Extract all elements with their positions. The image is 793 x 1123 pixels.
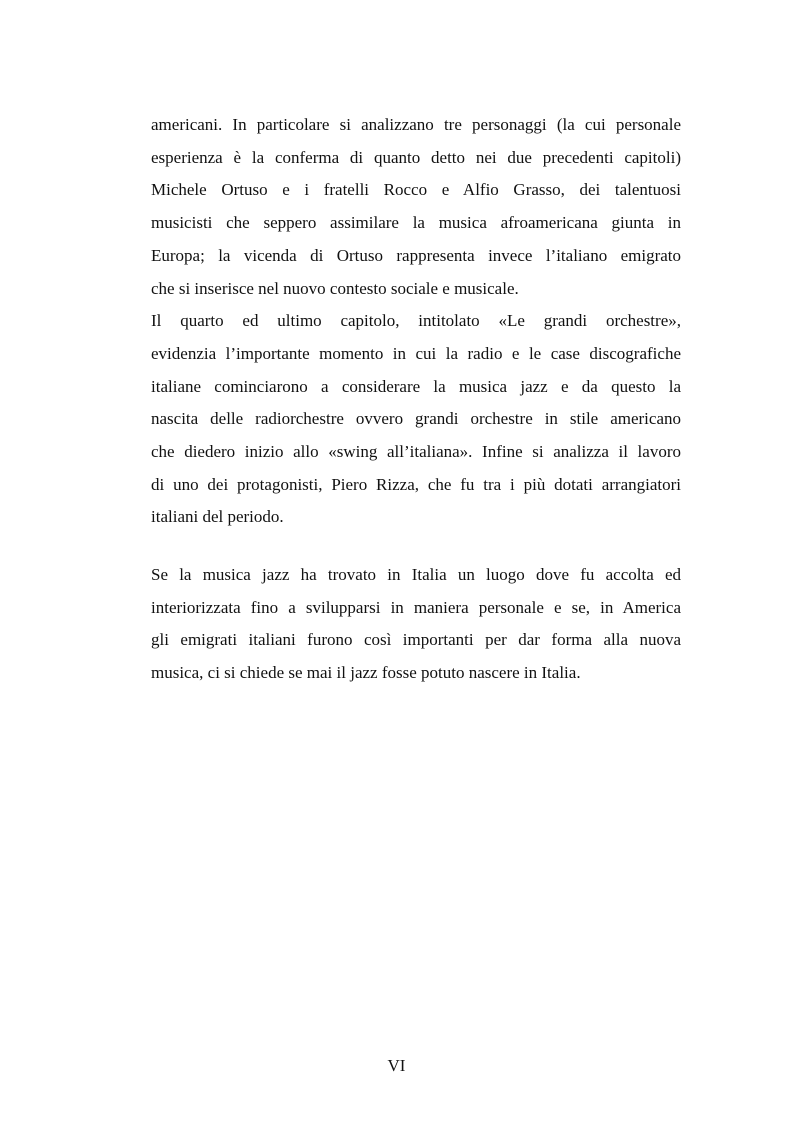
text-line: gli emigrati italiani furono così importanti per dar forma alla nuova	[151, 630, 681, 650]
text-line: che si inserisce nel nuovo contesto sociale e musicale.	[151, 278, 519, 298]
text-line: interiorizzata fino a svilupparsi in maniera personale e se, in America	[151, 597, 681, 617]
text-block-lower	[151, 559, 681, 690]
text-line: esperienza è la conferma di quanto detto nei due precedenti capitoli)	[151, 147, 681, 167]
text-line: evidenzia l’importante momento in cui la radio e le case discografiche	[151, 343, 681, 363]
text-line: musicisti che seppero assimilare la musica afroamericana giunta in	[151, 213, 681, 233]
text-line: di uno dei protagonisti, Piero Rizza, che fu tra i più dotati arrangiatori	[151, 474, 681, 494]
page-number: VI	[387, 1056, 406, 1075]
text-line: nascita delle radiorchestre ovvero grandi orchestre in stile americano	[151, 409, 681, 429]
paragraph	[151, 109, 681, 305]
text-line: italiane cominciarono a considerare la musica jazz e da questo la	[151, 376, 681, 396]
text-line: che diedero inizio allo «swing all’italiana». Infine si analizza il lavoro	[151, 442, 681, 462]
text-line: Il quarto ed ultimo capitolo, intitolato «Le grandi orchestre»,	[151, 311, 681, 331]
text-line: italiani del periodo.	[151, 507, 284, 527]
text-line: americani. In particolare si analizzano tre personaggi (la cui personale	[151, 115, 681, 134]
paragraph	[151, 559, 681, 690]
text-line: Europa; la vicenda di Ortuso rappresenta invece l’italiano emigrato	[151, 245, 681, 265]
text-block-upper	[151, 109, 681, 534]
text-line: Se la musica jazz ha trovato in Italia un luogo dove fu accolta ed	[151, 565, 681, 584]
text-line: musica, ci si chiede se mai il jazz fosse potuto nascere in Italia.	[151, 663, 581, 683]
paragraph	[151, 305, 681, 534]
text-line: Michele Ortuso e i fratelli Rocco e Alfio Grasso, dei talentuosi	[151, 180, 681, 200]
